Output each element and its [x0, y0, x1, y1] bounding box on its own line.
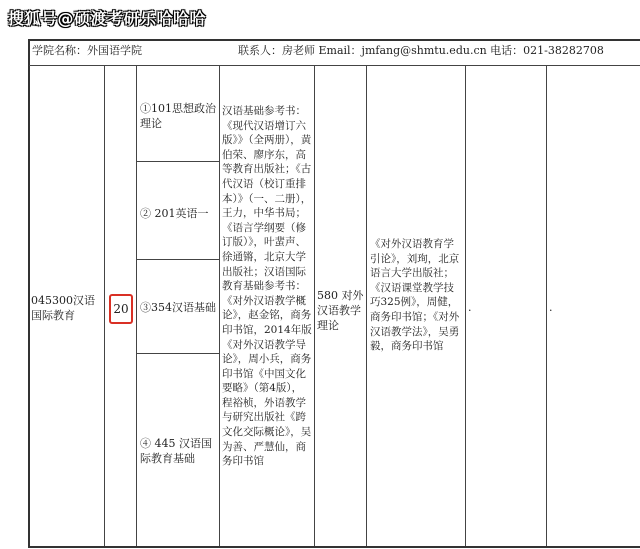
column-7-value: .: [468, 301, 472, 314]
col-divider-4: [314, 66, 315, 546]
retest-references: 《对外汉语教育学引论》，刘珣，北京语言大学出版社；《汉语课堂教学技巧325例》，周健，商务印书馆；《对外汉语教学法》，吴勇毅，商务印书馆: [370, 238, 460, 353]
col-divider-2: [136, 66, 137, 546]
initial-exam-references: 汉语基础参考书：《现代汉语增订六版》》（全两册），黄伯荣、廖序东，高等教育出版社；《古代汉语（校订重排本）》（一、二册），王力，中华书局；《语言学纲要（修订版）》，叶蜚声、徐通锵，北京大学出版社；汉语国际教育基础参考书：《对外汉语教学概论》，赵金铭，商务印书馆，2014年版《对外汉语教学导论》，周小兵，商务印书馆《中国文化要略》（第4版），程裕桢，外语教学与研究出版社《跨文化交际概论》，吴为善、严慧仙，商务印书馆: [222, 105, 312, 468]
exam-subject-3: ③354汉语基础: [140, 301, 216, 314]
table-left-border: [28, 39, 30, 548]
table-header-row: [30, 40, 638, 62]
col-divider-7: [546, 66, 547, 546]
enrollment-count: [109, 294, 133, 324]
col-divider-3: [219, 66, 220, 546]
table-bottom-border: [28, 546, 640, 548]
col-divider-1: [104, 66, 105, 546]
exam-subject-2: ② 201英语一: [140, 207, 209, 220]
exam-subject-4: ④ 445 汉语国际教育基础: [140, 437, 212, 465]
enrollment-value: 20: [113, 302, 129, 316]
col-divider-6: [465, 66, 466, 546]
watermark-bar: [0, 0, 640, 40]
col-divider-5: [366, 66, 367, 546]
program-code-name: 045300汉语国际教育: [31, 294, 95, 322]
column-8-value: .: [549, 301, 553, 314]
retest-subject: 580 对外汉语教学理论: [317, 289, 364, 332]
exam-divider-3: [137, 353, 219, 354]
school-name: 学院名称：外国语学院: [32, 44, 142, 57]
watermark-text: 搜狐号@硕渡考研乐哈哈哈: [8, 9, 207, 28]
contact-info: 联系人：房老师 Email：jmfang@shmtu.edu.cn 电话：021-38282708: [238, 44, 604, 57]
header-divider: [29, 65, 640, 66]
exam-subject-1: ①101思想政治理论: [140, 102, 216, 130]
exam-divider-2: [137, 259, 219, 260]
exam-divider-1: [137, 161, 219, 162]
